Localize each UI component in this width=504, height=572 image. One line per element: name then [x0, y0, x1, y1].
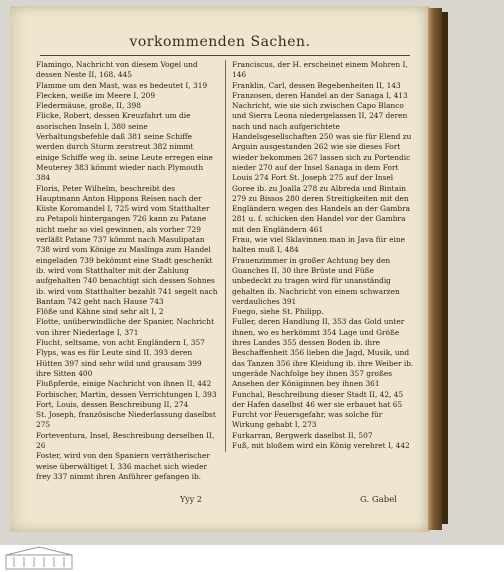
index-entry: Flucht, seltsame, von acht Engländern I, 357 — [36, 338, 205, 348]
catchword: G. Gabel — [360, 495, 397, 505]
index-entry: Fuego, siehe St. Philipp. — [232, 307, 324, 317]
book-spine-shadow — [442, 12, 448, 524]
index-entry: St. Joseph, französische Niederlassung daselbst 275 — [36, 410, 216, 430]
index-entry: Franklin, Carl, dessen Begebenheiten II, 143 — [232, 80, 401, 90]
index-entry: Flußpferde, einige Nachricht von ihnen II, 442 — [36, 379, 212, 389]
index-entry: Fuß, mit bloßem wird ein König verehret I, 442 — [232, 440, 410, 450]
index-entry: Flicke, Robert, dessen Kreuzfahrt um die asorischen Inseln I, 380 seine Verhaltungsbefehle daß 381 seine Schiffe werden durch Sturm zerstreut 382 nimmt einige Schiffe weg ib. seine Leute erregen eine Meuterey 383 kömmt wieder nach Plymouth 384 — [36, 111, 213, 183]
index-entry: Flöße und Kähne sind sehr alt I, 2 — [36, 307, 164, 317]
index-entry: Furcht vor Feuersgefahr, was solche für Wirkung gehabt I, 273 — [232, 410, 383, 430]
signature-mark: Yyy 2 — [180, 495, 202, 504]
index-entry: Forteventura, Insel, Beschreibung derselben II, 26 — [36, 430, 215, 450]
index-column-left — [36, 60, 218, 482]
index-entry: Franzosen, deren Handel an der Sanaga I, 413 Nachricht, wie sie sich zwischen Capo Blanco und Sierra Leona niedergelassen II, 247 deren nach und nach aufgerichtete Handelsgesellschaften 250 was sie für Elend zu Arguin ausgestanden 262 wie sie dieses Fort wieder bekommen 267 lassen sich zu Portendic nieder 270 auf der Insel Sanaga in dem Fort Louis 274 Fort St. Joseph 275 auf der Insel Goree ib. zu Joalla 278 zu Albreda und Bintain 279 zu Bissos 280 deren Streitigkeiten mit den Engländern wegen des Handels an der Gambra 281 u. f. schicken den Handel vor der Gambra mit den Engländern 461 — [232, 90, 412, 234]
book-edge — [428, 8, 442, 530]
index-entry: Fledermäuse, große, II, 398 — [36, 101, 141, 111]
index-entry: Flyps, was es für Leute sind II, 393 deren Hütten 397 sind sehr wild und grausam 399 ihre Sitten 400 — [36, 348, 202, 378]
index-entry: Flotte, unüberwindliche der Spanier, Nachricht von ihrer Niederlage I, 371 — [36, 317, 215, 337]
index-column-right — [232, 60, 414, 451]
page-header: vorkommenden Sachen. — [129, 34, 311, 50]
library-logo-icon — [4, 545, 74, 571]
index-entry: Flamme um den Mast, was es bedeutet I, 319 — [36, 80, 208, 90]
index-entry: Forbischer, Martin, dessen Verrichtungen I, 393 — [36, 389, 217, 399]
index-entry: Frau, wie viel Sklavinnen man in Java für eine halten muß I, 484 — [232, 235, 405, 255]
column-divider — [225, 60, 226, 452]
index-entry: Frauenzimmer in großer Achtung bey den Guanches II, 30 ihre Brüste und Füße unbedeckt zu tragen wird für unanständig gehalten ib. Nachricht von einem schwarzen verdauliches 391 — [232, 255, 400, 306]
index-entry: Fort, Louis, dessen Beschreibung II, 274 — [36, 399, 189, 409]
header-rule — [40, 55, 410, 56]
index-entry: Flamingo, Nachricht von diesem Vogel und dessen Neste II, 168, 445 — [36, 60, 198, 80]
index-entry: Furkarran, Bergwerk daselbst II, 507 — [232, 430, 373, 440]
index-entry: Fuller, deren Handlung II, 353 das Gold unter ihnen, wo es herkömmt 354 Lage und Größe ihres Landes 355 dessen Boden ib. ihre Beschaffenheit 356 lieben die Jagd, Musik, und das Tanzen 356 ihre Kleidung ib. ihre Weiber ib. ungeräde Nachfolge bey ihnen 357 großes Ansehen der Königinnen bey ihnen 361 — [232, 317, 414, 389]
index-entry: Funchal, Beschreibung dieser Stadt II, 42, 45 der Hafen daselbst 46 wer sie erbauet hat 65 — [232, 389, 404, 409]
index-entry: Franciscus, der H. erscheinet einem Mohren I, 146 — [232, 60, 408, 80]
index-entry: Foster, wird von den Spaniern verrätherischer weise überwältiget I, 336 machet sich wieder frey 337 nimmt ihren Anführer gefangen ib. — [36, 451, 210, 481]
index-entry: Flecken, weiße im Meere I, 209 — [36, 90, 156, 100]
index-entry: Floris, Peter Wilhelm, beschreibt des Hauptmann Anton Hippons Reisen nach der Küste Koromandel I, 725 wird vom Statthalter zu Petapoli hintergangen 726 kann zu Patane nicht mehr so viel gewinnen, als vorher 729 verläßt Patane 737 kömmt nach Masulipatan 738 wird vom Könige zu Maslinga zum Handel eingeladen 739 bekömmt eine Stadt geschenkt ib. wird vom Statthalter mit der Zahlung aufgehalten 740 benachtigt sich dessen Sohnes ib. wird vom Statthalter bezahlt 741 segelt nach Bantam 742 geht nach Hause 743 — [36, 183, 218, 306]
